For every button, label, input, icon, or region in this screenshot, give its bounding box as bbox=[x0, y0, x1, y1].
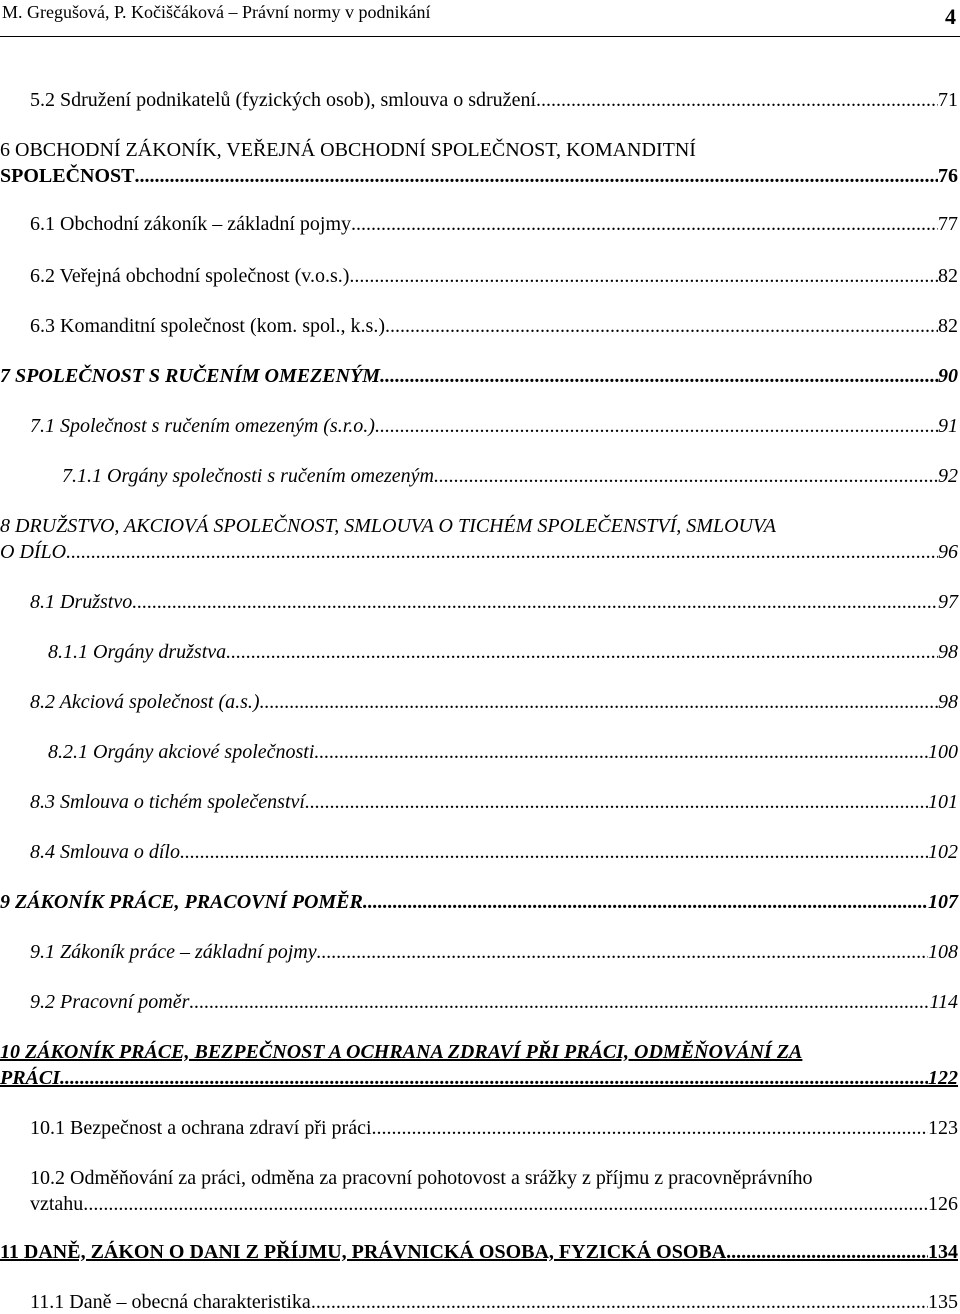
toc-entry-title: vztahu. bbox=[30, 1193, 89, 1215]
toc-leader bbox=[375, 414, 938, 438]
toc-entry-title: 11 DANĚ, ZÁKON O DANI Z PŘÍJMU, PRÁVNICKÁ OSOBA, FYZICKÁ OSOBA bbox=[0, 1241, 727, 1263]
toc-entry-8-3[interactable] bbox=[30, 790, 958, 814]
toc-entry-page: 134 bbox=[928, 1241, 958, 1263]
toc-entry-title: SPOLEČNOST bbox=[0, 165, 135, 187]
toc-leader bbox=[66, 540, 938, 564]
toc-leader bbox=[351, 212, 938, 236]
toc-entry-9-2[interactable] bbox=[30, 990, 958, 1014]
toc-entry-6-2[interactable] bbox=[30, 264, 958, 288]
toc-leader bbox=[226, 640, 938, 664]
toc-entry-8-2-1[interactable] bbox=[48, 740, 958, 764]
toc-leader bbox=[134, 164, 938, 188]
toc-entry-8[interactable] bbox=[0, 540, 958, 564]
toc-entry-6-line1: 6 OBCHODNÍ ZÁKONÍK, VEŘEJNÁ OBCHODNÍ SPOLEČNOST, KOMANDITNÍ bbox=[0, 139, 696, 161]
page-header bbox=[0, 0, 960, 38]
toc-entry-title: O DÍLO bbox=[0, 541, 67, 563]
toc-leader bbox=[132, 590, 938, 614]
toc-entry-page: 126 bbox=[928, 1193, 958, 1215]
toc-entry-page: 98 bbox=[938, 641, 958, 663]
toc-entry-page: 122 bbox=[928, 1067, 958, 1089]
toc-entry-7-1-1[interactable] bbox=[62, 464, 958, 488]
toc-entry-page: 92 bbox=[938, 465, 958, 487]
toc-leader bbox=[385, 314, 938, 338]
toc-entry-title: PRÁCI bbox=[0, 1067, 61, 1089]
toc-entry-title: 7 SPOLEČNOST S RUČENÍM OMEZENÝM bbox=[0, 365, 381, 387]
toc-entry-page: 77 bbox=[938, 213, 958, 235]
toc-entry-title: 6.1 Obchodní zákoník – základní pojmy bbox=[30, 213, 352, 235]
toc-leader bbox=[363, 890, 928, 914]
toc-leader bbox=[260, 690, 938, 714]
toc-entry-page: 76 bbox=[938, 165, 958, 187]
toc-entry-7[interactable] bbox=[0, 364, 958, 388]
toc-entry-8-4[interactable] bbox=[30, 840, 958, 864]
toc-entry-page: 82 bbox=[938, 315, 958, 337]
toc-entry-title: 8.1.1 Orgány družstva bbox=[48, 641, 227, 663]
toc-entry-10[interactable] bbox=[0, 1066, 958, 1090]
toc-entry-page: 100 bbox=[928, 741, 958, 763]
toc-entry-page: 114 bbox=[929, 991, 958, 1013]
toc-entry-page: 96 bbox=[938, 541, 958, 563]
toc-entry-10-2[interactable] bbox=[30, 1192, 958, 1216]
toc-leader bbox=[180, 840, 928, 864]
toc-entry-6-1[interactable] bbox=[30, 212, 958, 236]
toc-entry-page: 102 bbox=[928, 841, 958, 863]
toc-entry-title: 8.3 Smlouva o tichém společenství bbox=[30, 791, 305, 813]
toc-entry-10-1[interactable] bbox=[30, 1116, 958, 1140]
toc-entry-9-1[interactable] bbox=[30, 940, 958, 964]
toc-entry-page: 91 bbox=[938, 415, 958, 437]
toc-entry-page: 123 bbox=[928, 1117, 958, 1139]
toc-leader bbox=[189, 990, 929, 1014]
toc-leader bbox=[88, 1192, 928, 1216]
toc-entry-10-2-line1: 10.2 Odměňování za práci, odměna za pracovní pohotovost a srážky z příjmu z pracovněprávního bbox=[30, 1167, 813, 1189]
toc-entry-title: 6.3 Komanditní společnost (kom. spol., k.s.) bbox=[30, 315, 385, 337]
toc-entry-page: 135 bbox=[928, 1291, 958, 1313]
toc-entry-page: 90 bbox=[938, 365, 958, 387]
page-number: 4 bbox=[945, 4, 956, 29]
toc-leader bbox=[536, 88, 938, 112]
toc-entry-title: 6.2 Veřejná obchodní společnost (v.o.s.) bbox=[30, 265, 350, 287]
toc-entry-title: 7.1.1 Orgány společnosti s ručením omezeným bbox=[62, 465, 434, 487]
toc-entry-8-2[interactable] bbox=[30, 690, 958, 714]
toc-entry-8-1-1[interactable] bbox=[48, 640, 958, 664]
toc-leader bbox=[311, 1290, 928, 1314]
toc-entry-title: 9 ZÁKONÍK PRÁCE, PRACOVNÍ POMĚR bbox=[0, 891, 363, 913]
toc-entry-title: 8.1 Družstvo bbox=[30, 591, 133, 613]
running-header: M. Gregušová, P. Kočiščáková – Právní normy v podnikání bbox=[2, 2, 431, 22]
toc-entry-title: 8.2 Akciová společnost (a.s.) bbox=[30, 691, 260, 713]
toc-entry-title: 5.2 Sdružení podnikatelů (fyzických osob), smlouva o sdružení bbox=[30, 89, 536, 111]
toc-entry-7-1[interactable] bbox=[30, 414, 958, 438]
toc-leader bbox=[349, 264, 938, 288]
toc-leader bbox=[317, 940, 928, 964]
toc-entry-title: 7.1 Společnost s ručením omezeným (s.r.o.) bbox=[30, 415, 375, 437]
toc-leader bbox=[314, 740, 928, 764]
toc-entry-title: 9.2 Pracovní poměr bbox=[30, 991, 190, 1013]
toc-leader bbox=[434, 464, 938, 488]
toc-entry-title: 11.1 Daně – obecná charakteristika bbox=[30, 1291, 311, 1313]
toc-entry-page: 107 bbox=[928, 891, 958, 913]
toc-leader bbox=[726, 1240, 928, 1264]
toc-entry-8-line1: 8 DRUŽSTVO, AKCIOVÁ SPOLEČNOST, SMLOUVA O TICHÉM SPOLEČENSTVÍ, SMLOUVA bbox=[0, 515, 776, 537]
toc-leader bbox=[305, 790, 928, 814]
toc-entry-page: 82 bbox=[938, 265, 958, 287]
toc-entry-6[interactable] bbox=[0, 164, 958, 188]
toc-entry-6-3[interactable] bbox=[30, 314, 958, 338]
toc-entry-page: 101 bbox=[928, 791, 958, 813]
toc-entry-title: 8.4 Smlouva o dílo bbox=[30, 841, 180, 863]
toc-leader bbox=[380, 364, 938, 388]
toc-entry-11-1[interactable] bbox=[30, 1290, 958, 1314]
toc-entry-title: 9.1 Zákoník práce – základní pojmy bbox=[30, 941, 317, 963]
toc-entry-5-2[interactable] bbox=[30, 88, 958, 112]
toc-entry-10-line1: 10 ZÁKONÍK PRÁCE, BEZPEČNOST A OCHRANA ZDRAVÍ PŘI PRÁCI, ODMĚŇOVÁNÍ ZA bbox=[0, 1041, 803, 1063]
header-rule bbox=[0, 36, 960, 37]
toc-entry-11[interactable] bbox=[0, 1240, 958, 1264]
toc-leader bbox=[60, 1066, 928, 1090]
toc-leader bbox=[372, 1116, 928, 1140]
toc-entry-title: 10.1 Bezpečnost a ochrana zdraví při práci bbox=[30, 1117, 372, 1139]
toc-entry-title: 8.2.1 Orgány akciové společnosti bbox=[48, 741, 315, 763]
toc-entry-page: 71 bbox=[938, 89, 958, 111]
toc-entry-page: 108 bbox=[928, 941, 958, 963]
toc-entry-8-1[interactable] bbox=[30, 590, 958, 614]
toc-entry-page: 98 bbox=[938, 691, 958, 713]
toc-entry-9[interactable] bbox=[0, 890, 958, 914]
toc-entry-page: 97 bbox=[938, 591, 958, 613]
